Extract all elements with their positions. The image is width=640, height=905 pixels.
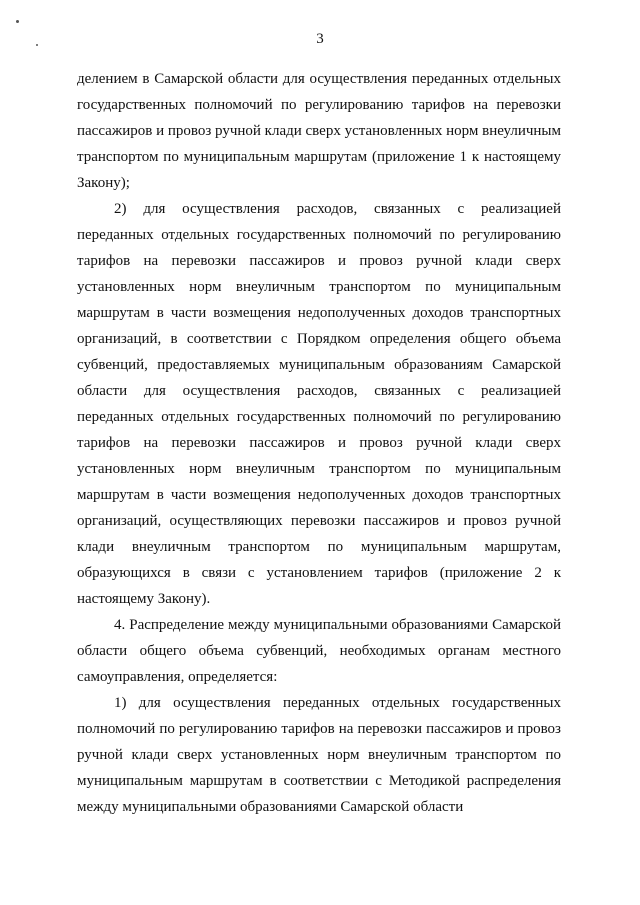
paragraph-item-2: 2) для осуществления расходов, связанных с реализацией переданных отдельных государственных полномочий по регулированию тарифов на перевозки пассажиров и провоз ручной клади сверх установленных норм внеуличным транспортом по муниципальным маршрутам в части возмещения недополученных доходов транспортных организаций, в соответствии с Порядком определения общего объема субвенций, предоставляемых муниципальным образованиям Самарской области для осуществления расходов, связанных с реализацией переданных отдельных государственных полномочий по регулированию тарифов на перевозки пассажиров и провоз ручной клади сверх установленных норм внеуличным транспортом по муниципальным маршрутам в части возмещения недополученных доходов транспортных организаций, осуществляющих перевозки пассажиров и провоз ручной клади внеуличным транспортом по муниципальным маршрутам, образующихся в связи с установлением тарифов (приложение 2 к настоящему Закону). — [77, 201, 561, 607]
page-number: 3 — [316, 31, 324, 47]
paragraph-item-1: 1) для осуществления переданных отдельных государственных полномочий по регулированию тарифов на перевозки пассажиров и провоз ручной клади сверх установленных норм внеуличным транспортом по муниципальным маршрутам в соответствии с Методикой распределения между муниципальными образованиями Самарской области — [77, 695, 561, 815]
scan-speck — [36, 44, 38, 46]
document-body — [77, 66, 561, 820]
paragraph-section-4: 4. Распределение между муниципальными образованиями Самарской области общего объема субвенций, необходимых органам местного самоуправления, определяется: — [77, 617, 561, 685]
scan-speck — [16, 20, 19, 23]
paragraph-continuation: делением в Самарской области для осуществления переданных отдельных государственных полномочий по регулированию тарифов на перевозки пассажиров и провоз ручной клади сверх установленных норм внеуличным транспортом по муниципальным маршрутам (приложение 1 к настоящему Закону); — [77, 71, 561, 191]
